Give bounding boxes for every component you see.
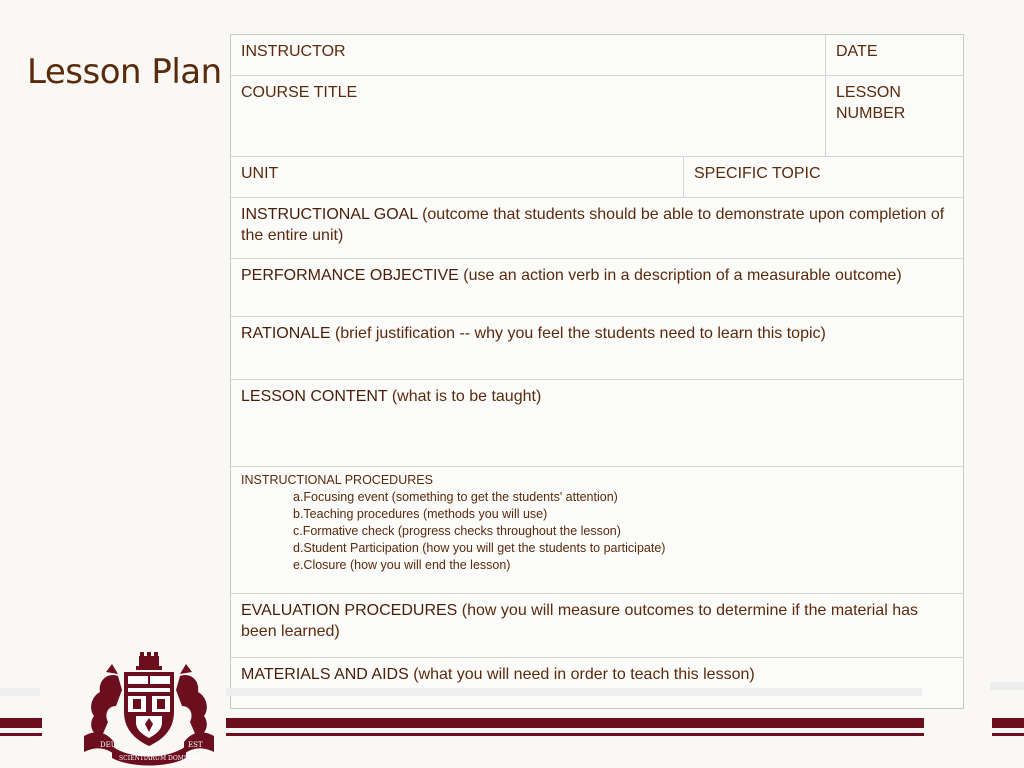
instructional-procedures-label: INSTRUCTIONAL PROCEDURES (241, 473, 433, 487)
instructional-procedures-cell[interactable] (231, 467, 963, 593)
lesson-number-cell[interactable]: LESSON NUMBER (825, 76, 963, 156)
row-materials-and-aids (231, 658, 963, 708)
instructional-goal-cell[interactable] (231, 198, 963, 258)
performance-objective-label: PERFORMANCE OBJECTIVE (241, 267, 459, 284)
middle-fade-band (226, 688, 922, 696)
row-performance-objective (231, 259, 963, 317)
row-instructor (231, 35, 963, 76)
materials-and-aids-cell[interactable] (231, 658, 963, 708)
row-evaluation-procedures (231, 594, 963, 658)
procedure-item-a: a.Focusing event (something to get the students' attention) (293, 490, 618, 504)
right-maroon-thin-stripe (992, 733, 1024, 736)
course-title-cell[interactable]: COURSE TITLE (241, 84, 358, 101)
procedure-item-d: d.Student Participation (how you will get the students to participate) (293, 541, 666, 555)
instructor-cell[interactable]: INSTRUCTOR (241, 43, 346, 60)
row-course (231, 76, 963, 157)
lesson-content-description: (what is to be taught) (387, 388, 542, 405)
row-rationale (231, 317, 963, 380)
crest-motto-bottom: SCIENTIARUM DOMINUS (119, 755, 201, 762)
row-lesson-content (231, 380, 963, 467)
row-instructional-procedures (231, 467, 963, 594)
rationale-description: (brief justification -- why you feel the students need to learn this topic) (330, 325, 826, 342)
materials-and-aids-label: MATERIALS AND AIDS (241, 666, 409, 683)
specific-topic-cell[interactable]: SPECIFIC TOPIC (683, 157, 963, 197)
right-maroon-stripe (992, 718, 1024, 728)
procedure-item-e: e.Closure (how you will end the lesson) (293, 558, 511, 572)
performance-objective-description: (use an action verb in a description of a measurable outcome) (458, 267, 902, 284)
middle-maroon-stripe (226, 718, 924, 728)
crest-motto-right: EST (188, 741, 203, 749)
left-fade-band (0, 688, 40, 696)
materials-and-aids-description: (what you will need in order to teach this lesson) (408, 666, 755, 683)
performance-objective-cell[interactable] (231, 259, 963, 316)
row-unit (231, 157, 963, 198)
instructional-goal-label: INSTRUCTIONAL GOAL (241, 206, 418, 223)
page-title: Lesson Plan (27, 52, 222, 92)
date-cell[interactable]: DATE (825, 35, 963, 75)
row-instructional-goal (231, 198, 963, 259)
rationale-label: RATIONALE (241, 325, 331, 342)
lesson-content-label: LESSON CONTENT (241, 388, 388, 405)
instructional-goal-description: (outcome that students should be able to demonstrate upon completion of the entire unit) (241, 206, 945, 244)
unit-cell[interactable]: UNIT (241, 165, 279, 182)
lesson-plan-table (230, 34, 964, 709)
evaluation-procedures-description: (how you will measure outcomes to determine if the material has been learned) (241, 602, 918, 640)
middle-maroon-thin-stripe (226, 733, 924, 736)
rationale-cell[interactable] (231, 317, 963, 379)
right-fade-band (990, 682, 1024, 690)
lesson-content-cell[interactable] (231, 380, 963, 466)
evaluation-procedures-cell[interactable] (231, 594, 963, 657)
university-crest-logo (78, 650, 220, 766)
crest-motto-left: DEUS (100, 741, 122, 749)
left-maroon-thin-stripe (0, 733, 42, 736)
procedures-list (241, 489, 953, 574)
procedure-item-b: b.Teaching procedures (methods you will use) (293, 507, 548, 521)
procedure-item-c: c.Formative check (progress checks throughout the lesson) (293, 524, 621, 538)
evaluation-procedures-label: EVALUATION PROCEDURES (241, 602, 458, 619)
left-maroon-stripe (0, 718, 42, 728)
